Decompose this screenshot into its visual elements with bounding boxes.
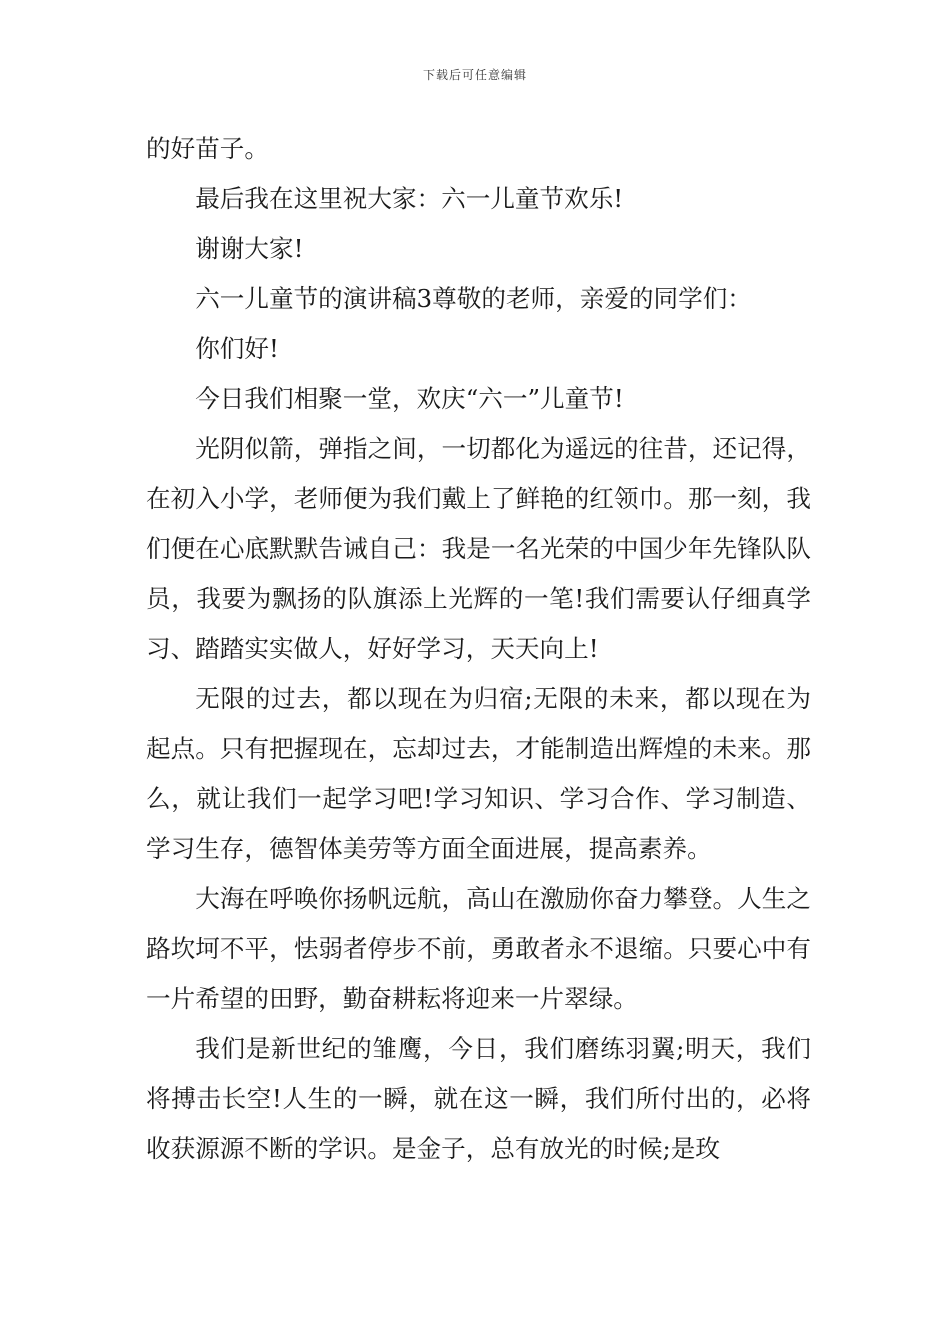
document-body [146,124,811,1174]
paragraph: 今日我们相聚一堂，欢庆“六一”儿童节! [195,384,624,413]
paragraph: 谢谢大家! [195,234,304,263]
paragraph: 的好苗子。 [146,134,269,163]
paragraph: 你们好! [195,334,279,363]
paragraph: 最后我在这里祝大家：六一儿童节欢乐! [195,184,624,213]
paragraph: 大海在呼唤你扬帆远航，高山在激励你奋力攀登。人生之路坎坷不平，怯弱者停步不前，勇敢者永不退缩。只要心中有一片希望的田野，勤奋耕耘将迎来一片翠绿。 [146,884,811,1013]
paragraph: 六一儿童节的演讲稿3尊敬的老师，亲爱的同学们： [195,284,752,313]
page-header: 下载后可任意编辑 [422,68,527,82]
paragraph: 我们是新世纪的雏鹰，今日，我们磨练羽翼;明天，我们将搏击长空!人生的一瞬，就在这一瞬，我们所付出的，必将收获源源不断的学识。是金子，总有放光的时候;是玫 [146,1034,811,1163]
paragraph: 光阴似箭，弹指之间，一切都化为遥远的往昔，还记得，在初入小学，老师便为我们戴上了鲜艳的红领巾。那一刻，我们便在心底默默告诫自己：我是一名光荣的中国少年先锋队队员，我要为飘扬的队旗添上光辉的一笔!我们需要认仔细真学习、踏踏实实做人，好好学习，天天向上! [146,434,811,663]
paragraph: 无限的过去，都以现在为归宿;无限的未来，都以现在为起点。只有把握现在，忘却过去，才能制造出辉煌的未来。那么，就让我们一起学习吧!学习知识、学习合作、学习制造、学习生存，德智体美劳等方面全面进展，提高素养。 [146,684,811,863]
